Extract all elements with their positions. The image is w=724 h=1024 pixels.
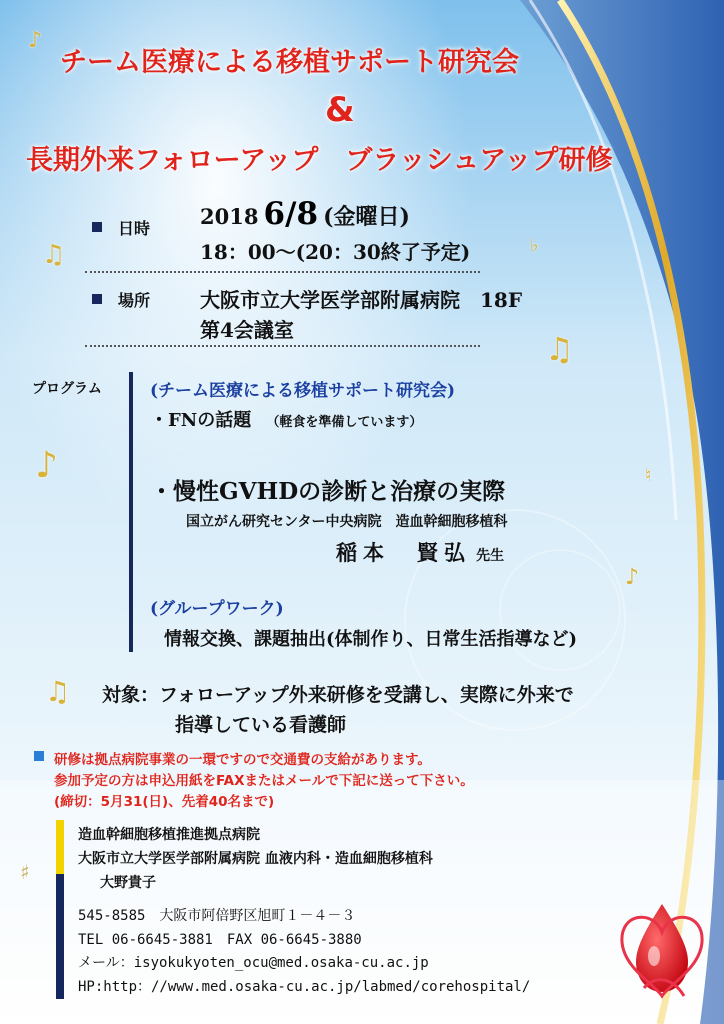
notice-line1: 研修は拠点病院事業の一環ですので交通費の支給があります。 bbox=[54, 752, 431, 768]
program-item2: 情報交換、課題抽出(体制作り、日常生活指導など) bbox=[164, 629, 578, 650]
contact-person: 大野貴子 bbox=[100, 875, 156, 891]
event-day: 6/8 bbox=[263, 196, 319, 232]
music-note-icon: ♭ bbox=[530, 235, 539, 256]
place-line2: 第4会議室 bbox=[200, 318, 294, 342]
divider bbox=[85, 271, 480, 273]
speaker-name: 稲本 賢弘 bbox=[336, 540, 471, 565]
music-note-icon: ♫ bbox=[545, 330, 574, 368]
blood-drop-heart-logo bbox=[614, 896, 710, 1000]
program-item1-title: ・FNの話題 bbox=[150, 410, 252, 431]
target-line2: 指導している看護師 bbox=[175, 714, 347, 736]
contact-bar-navy bbox=[56, 874, 64, 999]
program-item1 bbox=[150, 406, 422, 432]
bullet-square bbox=[34, 751, 44, 761]
place-label: 場所 bbox=[118, 291, 151, 310]
music-note-icon: ♫ bbox=[42, 240, 66, 270]
contact-org2: 大阪市立大学医学部附属病院 血液内科・造血細胞移植科 bbox=[78, 851, 433, 867]
event-weekday: (金曜日) bbox=[323, 204, 410, 230]
music-note-icon: ♫ bbox=[45, 675, 71, 708]
target-line1: 対象：フォローアップ外来研修を受講し、実際に外来で bbox=[102, 684, 574, 706]
bullet-square bbox=[92, 222, 102, 232]
title-line3: 長期外来フォローアップ ブラッシュアップ研修 bbox=[26, 145, 613, 176]
music-sharp-icon: ♯ bbox=[20, 860, 30, 884]
title-line1: チーム医療による移植サポート研究会 bbox=[60, 47, 519, 78]
music-note-icon: ♪ bbox=[35, 445, 58, 486]
contact-email: メール：isyokukyoten_ocu@med.osaka-cu.ac.jp bbox=[78, 955, 429, 971]
title-ampersand: & bbox=[325, 90, 355, 130]
contact-bar-yellow bbox=[56, 820, 64, 874]
program-section2: (グループワーク) bbox=[150, 599, 284, 619]
contact-homepage: HP:http：//www.med.osaka-cu.ac.jp/labmed/corehospital/ bbox=[78, 979, 531, 995]
music-note-icon: ♪ bbox=[625, 565, 640, 590]
bullet-square bbox=[92, 294, 102, 304]
music-note-icon: ♪ bbox=[28, 28, 43, 53]
music-note-icon: ♮ bbox=[645, 465, 652, 486]
speaker-title: 先生 bbox=[476, 548, 505, 564]
contact-tel-fax: TEL 06-6645-3881 FAX 06-6645-3880 bbox=[78, 932, 362, 948]
program-bar bbox=[129, 372, 133, 652]
event-time: 18：00～(20：30終了予定) bbox=[200, 240, 471, 264]
program-item1-note: （軽食を準備しています） bbox=[266, 415, 423, 430]
notice-line2: 参加予定の方は申込用紙をFAXまたはメールで下記に送って下さい。 bbox=[54, 773, 474, 789]
datetime-label: 日時 bbox=[118, 219, 151, 238]
lecture-title: ・慢性GVHDの診断と治療の実際 bbox=[150, 478, 506, 505]
notice-line3: (締切：5月31(日)、先着40名まで) bbox=[54, 794, 275, 810]
program-label: プログラム bbox=[32, 381, 102, 397]
speaker bbox=[336, 537, 504, 567]
divider bbox=[85, 345, 480, 347]
speaker-affiliation: 国立がん研究センター中央病院 造血幹細胞移植科 bbox=[186, 514, 508, 530]
program-section1: (チーム医療による移植サポート研究会) bbox=[150, 381, 456, 401]
event-year: 2018 bbox=[200, 204, 259, 229]
place-line1: 大阪市立大学医学部附属病院 18F bbox=[200, 288, 523, 312]
contact-address: 545-8585 大阪市阿倍野区旭町１－４－３ bbox=[78, 908, 356, 924]
contact-org1: 造血幹細胞移植推進拠点病院 bbox=[78, 827, 260, 843]
event-date bbox=[200, 196, 410, 232]
